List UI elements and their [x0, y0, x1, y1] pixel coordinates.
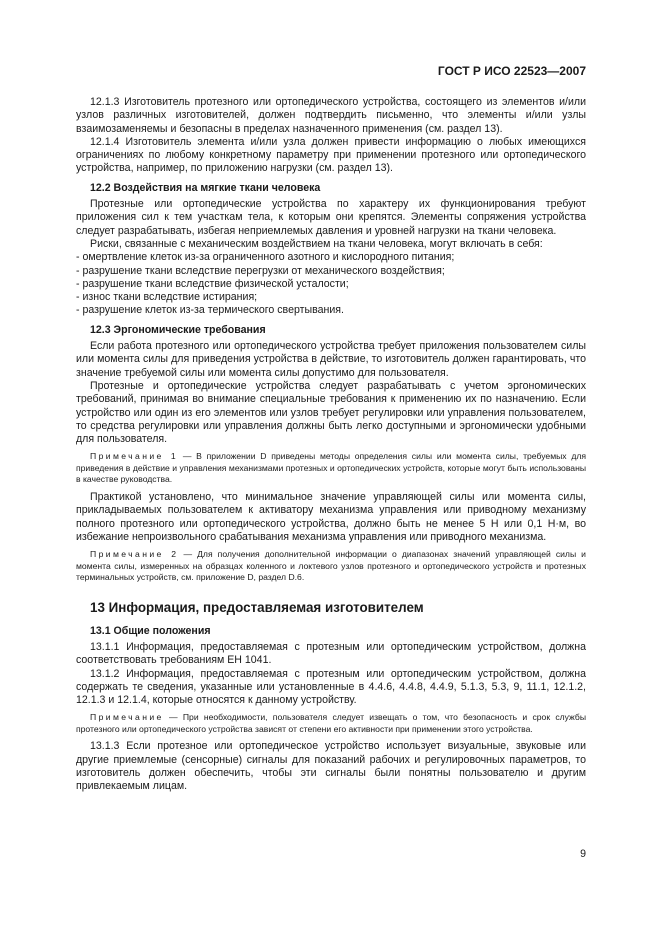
paragraph-12-3-a: Если работа протезного или ортопедического устройства требует приложения пользователем силы или момента силы для приведения устройства в действие, то изготовитель должен гарантировать, что значение требуемой силы или момента силы допустимо для пользователя. — [76, 340, 586, 379]
list-item: - износ ткани вследствие истирания; — [76, 291, 258, 304]
paragraph-12-3-c: Практикой установлено, что минимальное значение управляющей силы или момента силы, прикладываемых пользователем к активатору механизма управления или приводному механизму полного протезного или ортопедического устройства, должно быть не менее 5 Н или 0,1 Н·м, во избежание непроизвольного срабатывания механизма управления или приводного механизма. — [76, 490, 586, 543]
paragraph-12-2-a: Протезные или ортопедические устройства по характеру их функционирования требуют приложения сил к тем участкам тела, к которым они крепятся. Элементы сопряжения устройства следует разрабатывать, избегая неприемлемых давления и уровней нагрузки на ткани человека. — [76, 198, 586, 237]
paragraph-12-1-4: 12.1.4 Изготовитель элемента и/или узла должен привести информацию о любых имеющихся ограничениях по любому конкретному параметру при применении протезного или ортопедического устройства, например, по приложению нагрузки (см. раздел 13). — [76, 135, 586, 175]
list-item: - омертвление клеток из-за ограниченного азотного и кислородного питания; — [76, 251, 455, 264]
paragraph-13-1-2: 13.1.2 Информация, предоставляемая с протезным или ортопедическим устройством, должна содержать те сведения, указанные или установленные в 4.4.6, 4.4.8, 4.4.9, 5.1.3, 5.3, 9, 11.1, 12.1.2, 12.1.3 и 12.1.4, которые относятся к данному устройству. — [76, 667, 586, 707]
note-1 — [76, 451, 586, 486]
list-item: - разрушение ткани вследствие перегрузки от механического воздействия; — [76, 264, 445, 277]
note-label: Примечание 2 — [90, 549, 179, 560]
section-heading-13: 13 Информация, предоставляемая изготовителем — [90, 599, 424, 615]
subsection-heading-13-1: 13.1 Общие положения — [90, 624, 211, 637]
note-text: — Для получения дополнительной информации о диапазонах значений управляющей силы и момента силы, измеренных на образцах коленного и локтевого узлов протезного и ортопедического устройств и протезных терминальных устройств, см. приложение D, раздел D.6. — [76, 549, 586, 583]
note-3 — [76, 712, 586, 735]
paragraph-12-1-3: 12.1.3 Изготовитель протезного или ортопедического устройства, состоящего из элементов и/или узлов различных изготовителей, должен подтвердить письменно, что элементы и/или узлы взаимозаменяемы и безопасны в пределах назначенного применения (см. раздел 13). — [76, 96, 586, 135]
list-item: - разрушение ткани вследствие физической усталости; — [76, 277, 349, 290]
page-content — [76, 96, 586, 794]
note-2 — [76, 549, 586, 584]
paragraph-12-2-b: Риски, связанные с механическим воздействием на ткани человека, могут включать в себя: — [90, 237, 543, 250]
note-text: — В приложении D приведены методы определения силы или момента силы, требуемых для приведения в действие и управления механизмами протезных и ортопедических устройств, которые могут быть использованы в качестве руководства. — [76, 451, 586, 485]
note-label: Примечание — [90, 712, 164, 723]
paragraph-12-3-b: Протезные и ортопедические устройства следует разрабатывать с учетом эргономических требований, принимая во внимание специальные требования к применению их по назначению. Если устройство или один из его элементов или узлов требует регулировки или управления пользователем, то средства регулировки или управления должны быть легко доступными и эргономически удобными для пользователя. — [76, 379, 586, 446]
list-item: - разрушение клеток из-за термического свертывания. — [76, 304, 344, 317]
paragraph-13-1-1: 13.1.1 Информация, предоставляемая с протезным или ортопедическим устройством, должна соответствовать требованиям ЕН 1041. — [76, 640, 586, 667]
subsection-heading-12-2: 12.2 Воздействия на мягкие ткани человека — [90, 181, 321, 194]
document-header: ГОСТ Р ИСО 22523—2007 — [437, 64, 586, 78]
note-label: Примечание 1 — [90, 451, 179, 462]
note-text: — При необходимости, пользователя следует извещать о том, что безопасность и срок службы протезного или ортопедического устройства зависят от степени его активности при применении этого устройства. — [76, 712, 586, 734]
page-number: 9 — [580, 848, 586, 860]
paragraph-13-1-3: 13.1.3 Если протезное или ортопедическое устройство использует визуальные, звуковые или другие приемлемые (сенсорные) сигналы для показаний рабочих и регулировочных параметров, то изготовитель должен обеспечить, чтобы эти сигналы были понятны пользователю и другим привлекаемым лицам. — [76, 740, 586, 793]
subsection-heading-12-3: 12.3 Эргономические требования — [90, 323, 266, 336]
